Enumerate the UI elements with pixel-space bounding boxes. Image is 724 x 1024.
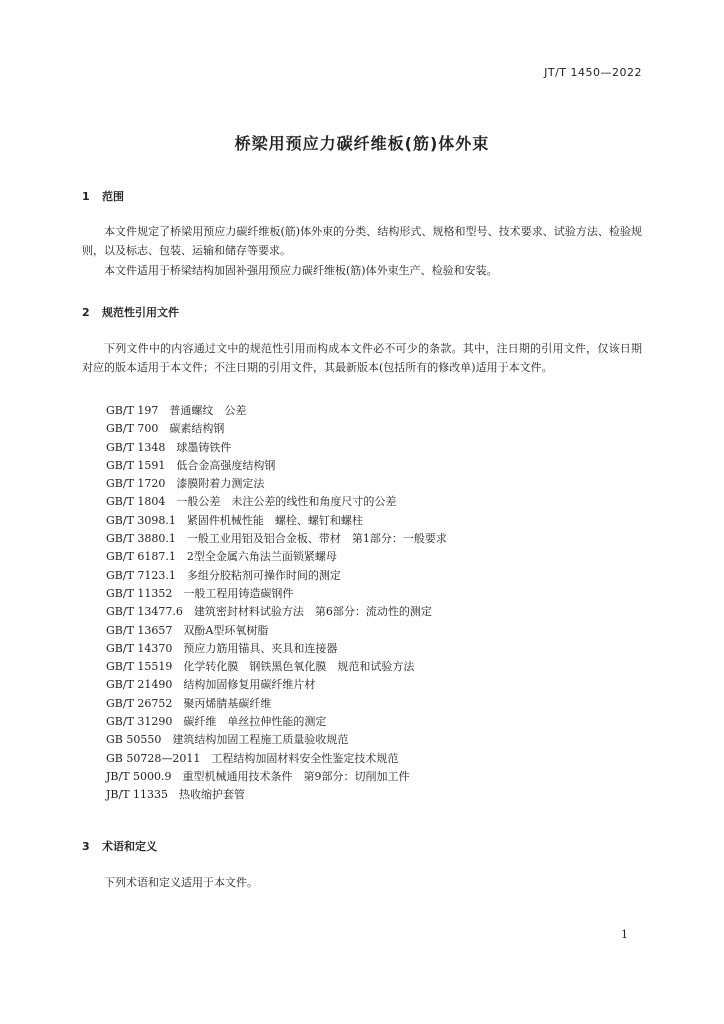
- reference-title: 聚丙烯腈基碳纤维: [183, 696, 272, 710]
- reference-item: [106, 713, 447, 731]
- reference-code: GB/T 14370: [106, 641, 173, 655]
- reference-item: [106, 420, 447, 438]
- reference-code: GB/T 1591: [106, 458, 166, 472]
- reference-title: 2型全金属六角法兰面锁紧螺母: [186, 550, 337, 564]
- reference-code: GB/T 26752: [106, 696, 173, 710]
- section-1-heading: [82, 188, 124, 204]
- reference-title: 碳纤维 单丝拉伸性能的测定: [183, 715, 327, 729]
- section-number: 2: [82, 306, 90, 319]
- page-number: 1: [621, 928, 628, 941]
- section-1-paragraph-1: 本文件规定了桥梁用预应力碳纤维板(筋)体外束的分类、结构形式、规格和型号、技术要求、试验方法、检验规则，以及标志、包装、运输和储存等要求。: [82, 225, 642, 257]
- reference-item: [106, 457, 447, 475]
- document-title: 桥梁用预应力碳纤维板(筋)体外束: [234, 134, 490, 153]
- standard-code: JT/T 1450—2022: [544, 66, 642, 79]
- reference-item: [106, 585, 447, 603]
- reference-title: 热收缩护套管: [179, 788, 246, 802]
- reference-title: 紧固件机械性能 螺栓、螺钉和螺柱: [186, 513, 363, 527]
- reference-code: JB/T 11335: [106, 788, 169, 802]
- section-2-paragraph-1: 下列文件中的内容通过文中的规范性引用而构成本文件必不可少的条款。其中，注日期的引用文件，仅该日期对应的版本适用于本文件；不注日期的引用文件，其最新版本(包括所有的修改单)适用于本文件。: [82, 342, 642, 374]
- reference-item: [106, 439, 447, 457]
- reference-title: 建筑密封材料试验方法 第6部分：流动性的测定: [193, 605, 432, 619]
- section-number: 1: [82, 190, 90, 203]
- reference-item: [106, 658, 447, 676]
- reference-title: 球墨铸铁件: [176, 440, 232, 454]
- reference-code: GB/T 21490: [106, 678, 173, 692]
- reference-code: GB/T 3880.1: [106, 532, 176, 546]
- normative-references-list: [106, 402, 447, 805]
- section-title: 术语和定义: [102, 840, 157, 853]
- reference-item: [106, 402, 447, 420]
- reference-item: [106, 567, 447, 585]
- reference-code: GB/T 1804: [106, 495, 166, 509]
- reference-item: [106, 475, 447, 493]
- reference-item: [106, 512, 447, 530]
- reference-code: GB 50728—2011: [106, 751, 201, 765]
- reference-title: 预应力筋用锚具、夹具和连接器: [183, 641, 338, 655]
- reference-code: GB/T 11352: [106, 586, 173, 600]
- section-number: 3: [82, 840, 90, 853]
- reference-item: [106, 493, 447, 511]
- reference-title: 碳素结构钢: [169, 422, 225, 436]
- reference-code: GB/T 1720: [106, 477, 166, 491]
- reference-code: GB/T 15519: [106, 660, 173, 674]
- reference-title: 一般工程用铸造碳钢件: [183, 586, 294, 600]
- reference-title: 低合金高强度结构钢: [176, 458, 276, 472]
- section-title: 规范性引用文件: [102, 306, 179, 319]
- reference-title: 化学转化膜 钢铁黑色氧化膜 规范和试验方法: [183, 660, 415, 674]
- reference-code: GB/T 31290: [106, 715, 173, 729]
- reference-item: [106, 768, 447, 786]
- reference-code: GB/T 1348: [106, 440, 166, 454]
- reference-item: [106, 622, 447, 640]
- reference-title: 重型机械通用技术条件 第9部分：切削加工件: [182, 769, 410, 783]
- section-1-paragraph-2: 本文件适用于桥梁结构加固补强用预应力碳纤维板(筋)体外束生产、检验和安装。: [104, 264, 498, 277]
- section-2-heading: [82, 304, 179, 320]
- section-3-paragraph-1: 下列术语和定义适用于本文件。: [104, 876, 258, 889]
- reference-item: [106, 695, 447, 713]
- reference-title: 多组分胶粘剂可操作时间的测定: [186, 568, 341, 582]
- reference-code: GB/T 13657: [106, 623, 173, 637]
- reference-title: 建筑结构加固工程施工质量验收规范: [172, 733, 349, 747]
- reference-item: [106, 750, 447, 768]
- reference-title: 普通螺纹 公差: [169, 404, 247, 417]
- reference-item: [106, 530, 447, 548]
- reference-item: [106, 731, 447, 749]
- reference-code: GB 50550: [106, 733, 162, 747]
- reference-code: JB/T 5000.9: [106, 769, 172, 783]
- reference-code: GB/T 700: [106, 422, 159, 436]
- reference-code: GB/T 13477.6: [106, 605, 183, 619]
- reference-code: GB/T 3098.1: [106, 513, 176, 527]
- reference-title: 双酚A型环氧树脂: [183, 623, 269, 637]
- reference-item: [106, 676, 447, 694]
- reference-item: [106, 603, 447, 621]
- reference-item: [106, 548, 447, 566]
- section-3-heading: [82, 838, 157, 854]
- reference-code: GB/T 6187.1: [106, 550, 176, 564]
- reference-item: [106, 640, 447, 658]
- reference-title: 漆膜附着力测定法: [176, 477, 265, 491]
- reference-code: GB/T 7123.1: [106, 568, 176, 582]
- section-title: 范围: [102, 190, 124, 203]
- reference-item: [106, 786, 447, 804]
- reference-code: GB/T 197: [106, 404, 159, 417]
- reference-title: 一般公差 未注公差的线性和角度尺寸的公差: [176, 495, 397, 509]
- reference-title: 一般工业用铝及铝合金板、带材 第1部分：一般要求: [186, 532, 447, 546]
- reference-title: 工程结构加固材料安全性鉴定技术规范: [211, 751, 399, 765]
- reference-title: 结构加固修复用碳纤维片材: [183, 678, 316, 692]
